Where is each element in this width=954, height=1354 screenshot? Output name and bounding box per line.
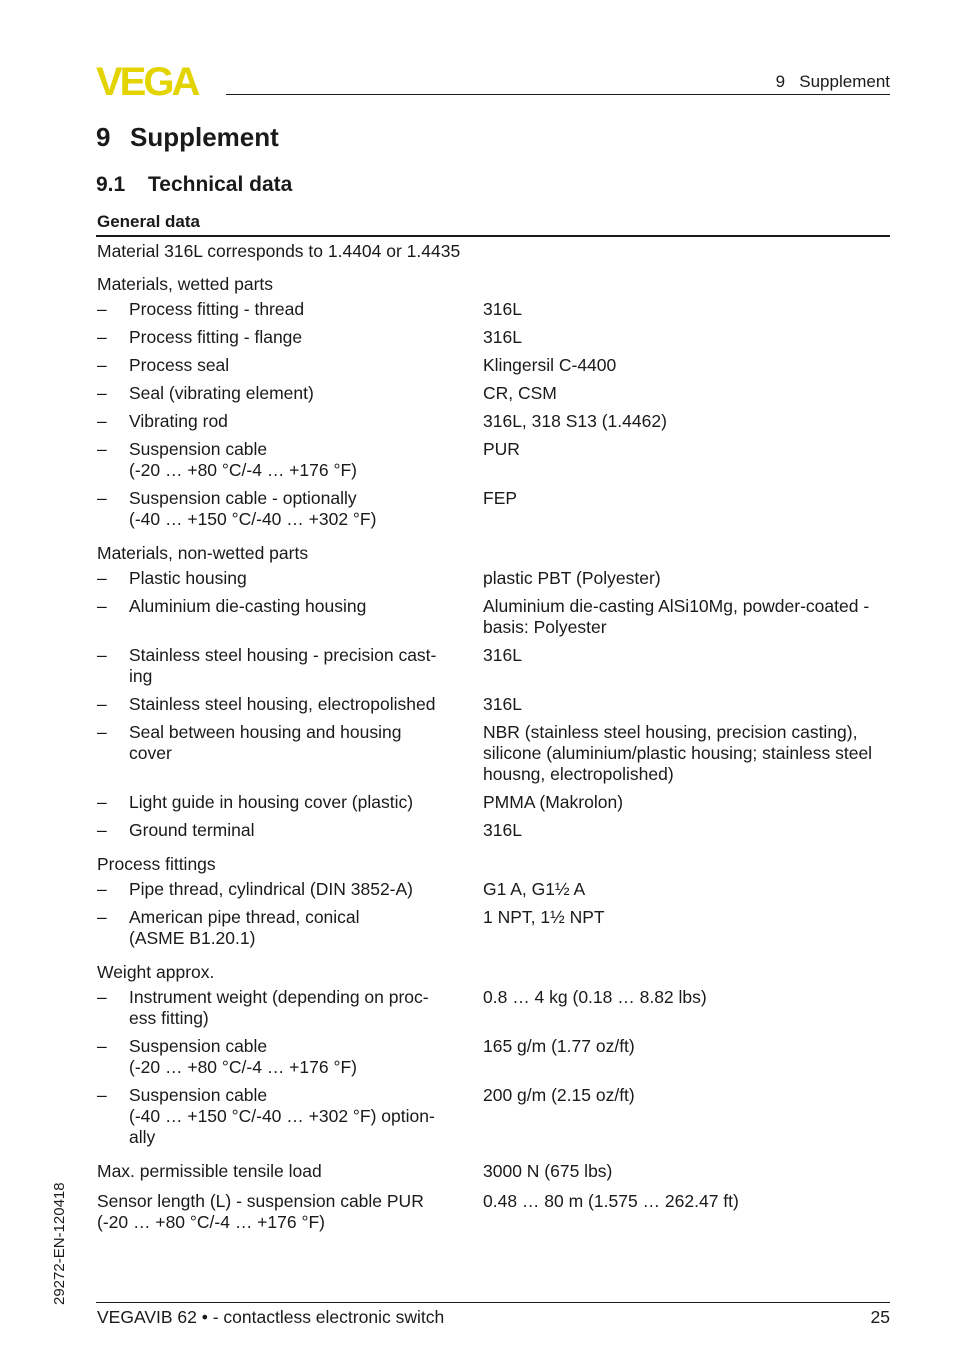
row-label: Process fitting - thread (129, 299, 305, 319)
row-label: Suspension cable (-20 … +80 °C/-4 … +176 °F) (129, 1036, 357, 1077)
row-value: 165 g/m (1.77 oz/ft) (483, 1036, 635, 1056)
bullet-dash: – (97, 987, 107, 1007)
data-row (97, 694, 891, 715)
row-label: Suspension cable - optionally (-40 … +150 °C/-40 … +302 °F) (129, 488, 377, 529)
footer-product: VEGAVIB 62 • - contactless electronic switch (97, 1307, 445, 1327)
row-label: Pipe thread, cylindrical (DIN 3852-A) (129, 879, 414, 899)
section-title: Technical data (148, 173, 293, 196)
row-value: 316L (483, 327, 522, 347)
data-group (97, 854, 891, 949)
running-title: 9 Supplement (775, 72, 890, 91)
row-value: NBR (stainless steel housing, precision casting), silicone (aluminium/plastic housing; stainless steel housng, electropolished) (483, 722, 873, 784)
row-value: 1 NPT, 1½ NPT (483, 907, 605, 927)
data-row (97, 327, 891, 348)
row-label: Suspension cable (-40 … +150 °C/-40 … +302 °F) option- ally (129, 1085, 435, 1147)
row-value: 316L, 318 S13 (1.4462) (483, 411, 667, 431)
subsection-rule (96, 235, 890, 237)
bullet-dash: – (97, 327, 107, 347)
row-value: 0.48 … 80 m (1.575 … 262.47 ft) (483, 1191, 739, 1211)
row-label: Stainless steel housing, electropolished (129, 694, 436, 714)
data-group (97, 962, 891, 1148)
row-label: Light guide in housing cover (plastic) (129, 792, 414, 812)
row-value: 3000 N (675 lbs) (483, 1161, 613, 1181)
row-label: Instrument weight (depending on proc- ess fitting) (129, 987, 429, 1028)
bullet-dash: – (97, 383, 107, 403)
bullet-dash: – (97, 596, 107, 616)
plain-row (97, 1191, 891, 1233)
group-title: Materials, wetted parts (97, 274, 274, 294)
row-label: Aluminium die-casting housing (129, 596, 367, 616)
row-value: G1 A, G1½ A (483, 879, 586, 899)
row-label: Max. permissible tensile load (97, 1161, 322, 1181)
data-group (97, 543, 891, 841)
data-row (97, 907, 891, 949)
chapter-number: 9 (96, 122, 111, 152)
bullet-dash: – (97, 411, 107, 431)
row-value: PUR (483, 439, 520, 459)
bullet-dash: – (97, 694, 107, 714)
bullet-dash: – (97, 820, 107, 840)
bullet-dash: – (97, 879, 107, 899)
technical-data-content (97, 241, 891, 1242)
data-row (97, 568, 891, 589)
data-row (97, 645, 891, 687)
row-value: 0.8 … 4 kg (0.18 … 8.82 lbs) (483, 987, 707, 1007)
row-value: 316L (483, 645, 522, 665)
row-value: 316L (483, 299, 522, 319)
data-row (97, 355, 891, 376)
bullet-dash: – (97, 645, 107, 665)
data-row (97, 1085, 891, 1148)
chapter-heading (96, 122, 279, 153)
row-label: Plastic housing (129, 568, 247, 588)
bullet-dash: – (97, 722, 107, 742)
data-row (97, 987, 891, 1029)
data-groups (97, 274, 891, 1148)
row-label: Seal between housing and housing cover (129, 722, 402, 763)
row-value: Klingersil C-4400 (483, 355, 617, 375)
row-label: Seal (vibrating element) (129, 383, 314, 403)
data-row (97, 299, 891, 320)
row-value: PMMA (Makrolon) (483, 792, 624, 812)
section-number: 9.1 (96, 173, 126, 196)
page-number: 25 (870, 1307, 890, 1327)
data-row (97, 1036, 891, 1078)
chapter-title: Supplement (130, 122, 279, 152)
row-label: Vibrating rod (129, 411, 228, 431)
subsection-title: General data (97, 212, 200, 231)
footer-rule (96, 1302, 890, 1303)
row-value: CR, CSM (483, 383, 557, 403)
vega-logo (96, 62, 220, 100)
data-row (97, 596, 891, 638)
data-row (97, 820, 891, 841)
row-label: Sensor length (L) - suspension cable PUR (-20 … +80 °C/-4 … +176 °F) (97, 1191, 424, 1232)
bullet-dash: – (97, 355, 107, 375)
plain-rows (97, 1161, 891, 1233)
row-value: Aluminium die-casting AlSi10Mg, powder-coated - basis: Polyester (483, 596, 870, 637)
row-label: Process fitting - flange (129, 327, 303, 347)
row-label: Suspension cable (-20 … +80 °C/-4 … +176 °F) (129, 439, 357, 480)
row-value: 316L (483, 694, 522, 714)
logo-text: VEGA (96, 62, 198, 100)
side-document-code (50, 1155, 72, 1305)
bullet-dash: – (97, 488, 107, 508)
row-label: Process seal (129, 355, 230, 375)
data-row (97, 879, 891, 900)
row-label: American pipe thread, conical (ASME B1.20.1) (129, 907, 360, 948)
side-code-text: 29272-EN-120418 (51, 1182, 68, 1305)
row-label: Ground terminal (129, 820, 255, 840)
group-title: Weight approx. (97, 962, 215, 982)
data-row (97, 411, 891, 432)
data-row (97, 722, 891, 785)
bullet-dash: – (97, 1036, 107, 1056)
header-rule (226, 94, 890, 95)
bullet-dash: – (97, 907, 107, 927)
data-group (97, 274, 891, 530)
bullet-dash: – (97, 1085, 107, 1105)
row-value: 316L (483, 820, 522, 840)
group-title: Process fittings (97, 854, 216, 874)
row-value: 200 g/m (2.15 oz/ft) (483, 1085, 635, 1105)
data-row (97, 383, 891, 404)
row-value: FEP (483, 488, 518, 508)
data-row (97, 439, 891, 481)
data-row (97, 792, 891, 813)
bullet-dash: – (97, 792, 107, 812)
section-heading (96, 173, 292, 197)
bullet-dash: – (97, 439, 107, 459)
plain-row (97, 1161, 891, 1182)
data-row (97, 488, 891, 530)
group-title: Materials, non-wetted parts (97, 543, 309, 563)
bullet-dash: – (97, 568, 107, 588)
row-label: Stainless steel housing - precision cast- ing (129, 645, 437, 686)
bullet-dash: – (97, 299, 107, 319)
row-value: plastic PBT (Polyester) (483, 568, 661, 588)
intro-text: Material 316L corresponds to 1.4404 or 1.4435 (97, 241, 461, 261)
